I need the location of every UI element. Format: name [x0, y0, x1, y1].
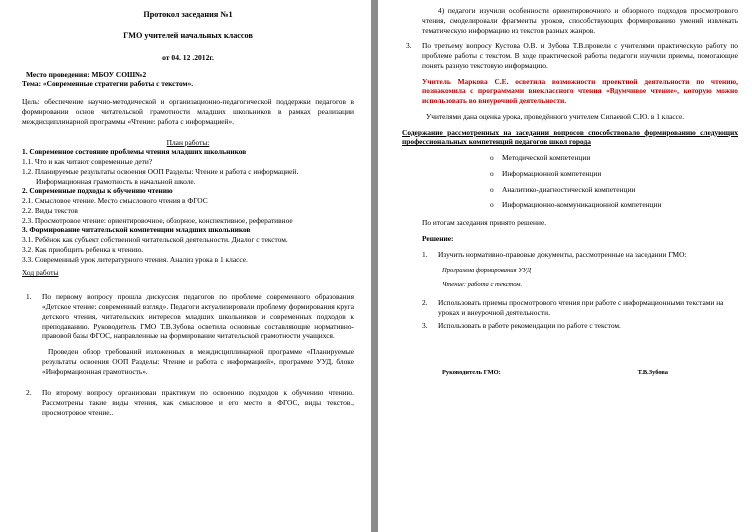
- course-point-1-review: Проведен обзор требований изложенных в междисциплинарной программе «Планируемые результаты освоения ООП Разделы: Чтение и работа с информацией», программе УУД, блоке «Информационная грамотность».: [42, 347, 354, 376]
- course-point-1-number: 1.: [26, 292, 32, 302]
- decision-1-text: Изучить нормативно-правовые документы, рассмотренные на заседании ГМО:: [438, 249, 687, 259]
- decision-1: [418, 250, 738, 290]
- bullet-circle-icon: o: [490, 200, 494, 210]
- bullet-circle-icon: o: [490, 168, 494, 178]
- decision-2-number: 2.: [422, 297, 428, 307]
- competence-label: Информационно-коммуникационной компетенции: [502, 200, 662, 210]
- plan-item-3-3: 3.3. Современный урок литературного чтения. Анализ урока в 1 классе.: [22, 254, 248, 264]
- document-page-2: [378, 0, 752, 532]
- competence-item: [482, 185, 738, 195]
- decision-heading: Решение:: [422, 234, 454, 244]
- protocol-title: Протокол заседания №1: [143, 10, 233, 19]
- page-1-content: [22, 8, 354, 418]
- competence-label: Методической компетенции: [502, 153, 591, 163]
- course-point-3-number: 3.: [406, 41, 412, 51]
- plan-item-1-1: 1.1. Что и как читают современные дети?: [22, 157, 153, 167]
- plan-item-3-1: 3.1. Ребёнок как субъект собственной читательской деятельности. Диалог с текстом.: [22, 235, 288, 245]
- signature-role: Руководитель ГМО:: [442, 369, 501, 377]
- course-heading: Ход работы: [22, 268, 59, 278]
- decision-1-doc-a: Программа формирования УУД: [442, 266, 532, 274]
- signature-name: Т.В.Зубова: [637, 369, 668, 377]
- competence-label: Информационной компетенции: [502, 168, 602, 178]
- plan-section-2: 2. Современные подходы к обучению чтению: [22, 186, 173, 196]
- plan-heading: План работы:: [166, 137, 210, 147]
- plan-section-1: 1. Современное состояние проблемы чтения младших школьников: [22, 147, 247, 157]
- bullet-circle-icon: o: [490, 153, 494, 163]
- plan-section-3: 3. Формирование читательской компетенции младших школьников: [22, 225, 251, 235]
- decision-3-text: Использовать в работе рекомендации по работе с текстом.: [438, 321, 621, 331]
- document-page-1: [0, 0, 371, 532]
- course-point-3-text: По третьему вопросу Кустова О.В. и Зубова Т.В.провели с учителями практическую работу по проблеме работы с текстом. В ходе практической работы педагоги изучили приемы, помогающие понять разную текстовую информацию.: [422, 41, 738, 70]
- course-point-2-text: По второму вопросу организован практикум по освоению подходов к обучению чтению. Рассмотрены такие виды чтения, как смысловое и его место в ФГОС, виды текстов., просмотровое чтение..: [42, 388, 354, 417]
- decision-2: [418, 298, 738, 318]
- meeting-goal: Цель: обеспечение научно-методической и организационно-педагогической поддержки педагогов в формировании основ читательской грамотности младших школьников в рамках реализации междисциплинарной программы «Чтение: работа с информацией».: [22, 97, 354, 126]
- competences-heading: Содержание рассмотренных на заседании вопросов способствовало формированию следующих профессиональных компетенций педагогов школ города: [402, 127, 738, 147]
- decision-3-number: 3.: [422, 321, 428, 331]
- plan-item-1-2: 1.2. Планируемые результаты освоения ООП Разделы: Чтение и работа с информацией.: [22, 166, 299, 176]
- plan-item-2-1: 2.1. Смысловое чтение. Место смыслового чтения в ФГОС: [22, 196, 208, 206]
- protocol-subtitle: ГМО учителей начальных классов: [123, 30, 253, 40]
- plan-item-1-2-cont: Информационная грамотность в начальной школе.: [36, 176, 196, 186]
- meeting-theme: Тема: «Современные стратегии работы с текстом».: [22, 79, 194, 89]
- decision-1-doc-b: Чтение: работа с текстом.: [442, 281, 523, 289]
- lesson-evaluation: Учителями дана оценка урока, проведённого учителем Сипаевой С.Ю. в 1 классе.: [426, 111, 685, 121]
- bullet-circle-icon: o: [490, 184, 494, 194]
- course-point-3: [402, 41, 738, 121]
- protocol-date: от 04. 12 .2012г.: [162, 52, 214, 62]
- plan-item-2-3: 2.3. Просмотровое чтение: ориентировочное, обзорное, конспективное, реферативное: [22, 215, 293, 225]
- course-point-1: [22, 292, 354, 376]
- competences-list: [402, 153, 738, 210]
- decision-2-text: Использовать приемы просмотрового чтения при работе с информационными текстами на уроках и внеурочной деятельности.: [438, 297, 724, 317]
- competence-label: Аналитико-диагностической компетенции: [502, 184, 636, 194]
- course-point-2-number: 2.: [26, 388, 32, 398]
- page-2-content: [402, 6, 738, 378]
- course-point-2: [22, 388, 354, 417]
- competence-item: [482, 153, 738, 163]
- plan-item-2-2: 2.2. Виды текстов: [22, 205, 78, 215]
- plan-item-3-2: 3.2. Как приобщить ребенка к чтению.: [22, 244, 144, 254]
- course-point-1-text: По первому вопросу прошла дискуссия педагогов по проблеме современного образования «Детское чтение: современный взгляд». Педагоги актуализировали проблему формирования круга детского чтения, читательских интересов младших школьников и современных подходов к преподаванию. Руководитель ГМО Т.В.Зубова осветила основные составляющие нормативно-правовой базы ФГОС, направленные на формирование читательской грамотности учащихся.: [42, 292, 354, 341]
- competence-item: [482, 169, 738, 179]
- decision-3: [418, 321, 738, 331]
- course-point-4: 4) педагоги изучили особенности ориентировочного и обзорного подходов просмотрового чтения, смоделировали фрагменты уроков, способствующих формированию умений извлекать тематическую информацию из текстов разных жанров.: [422, 6, 738, 35]
- decision-intro: По итогам заседания принято решение.: [422, 218, 547, 228]
- project-activity-note: Учитель Маркова С.Е. осветила возможности проектной деятельности по чтению, познакомила с программами внеклассного чтения «Вдумчивое чтение», которую можно использовать во внеурочной деятельности.: [422, 76, 738, 106]
- decision-1-number: 1.: [422, 249, 428, 259]
- signature-line: [402, 369, 738, 377]
- competence-item: [482, 200, 738, 210]
- meeting-place: Место проведения: МБОУ СОШ№2: [26, 69, 147, 79]
